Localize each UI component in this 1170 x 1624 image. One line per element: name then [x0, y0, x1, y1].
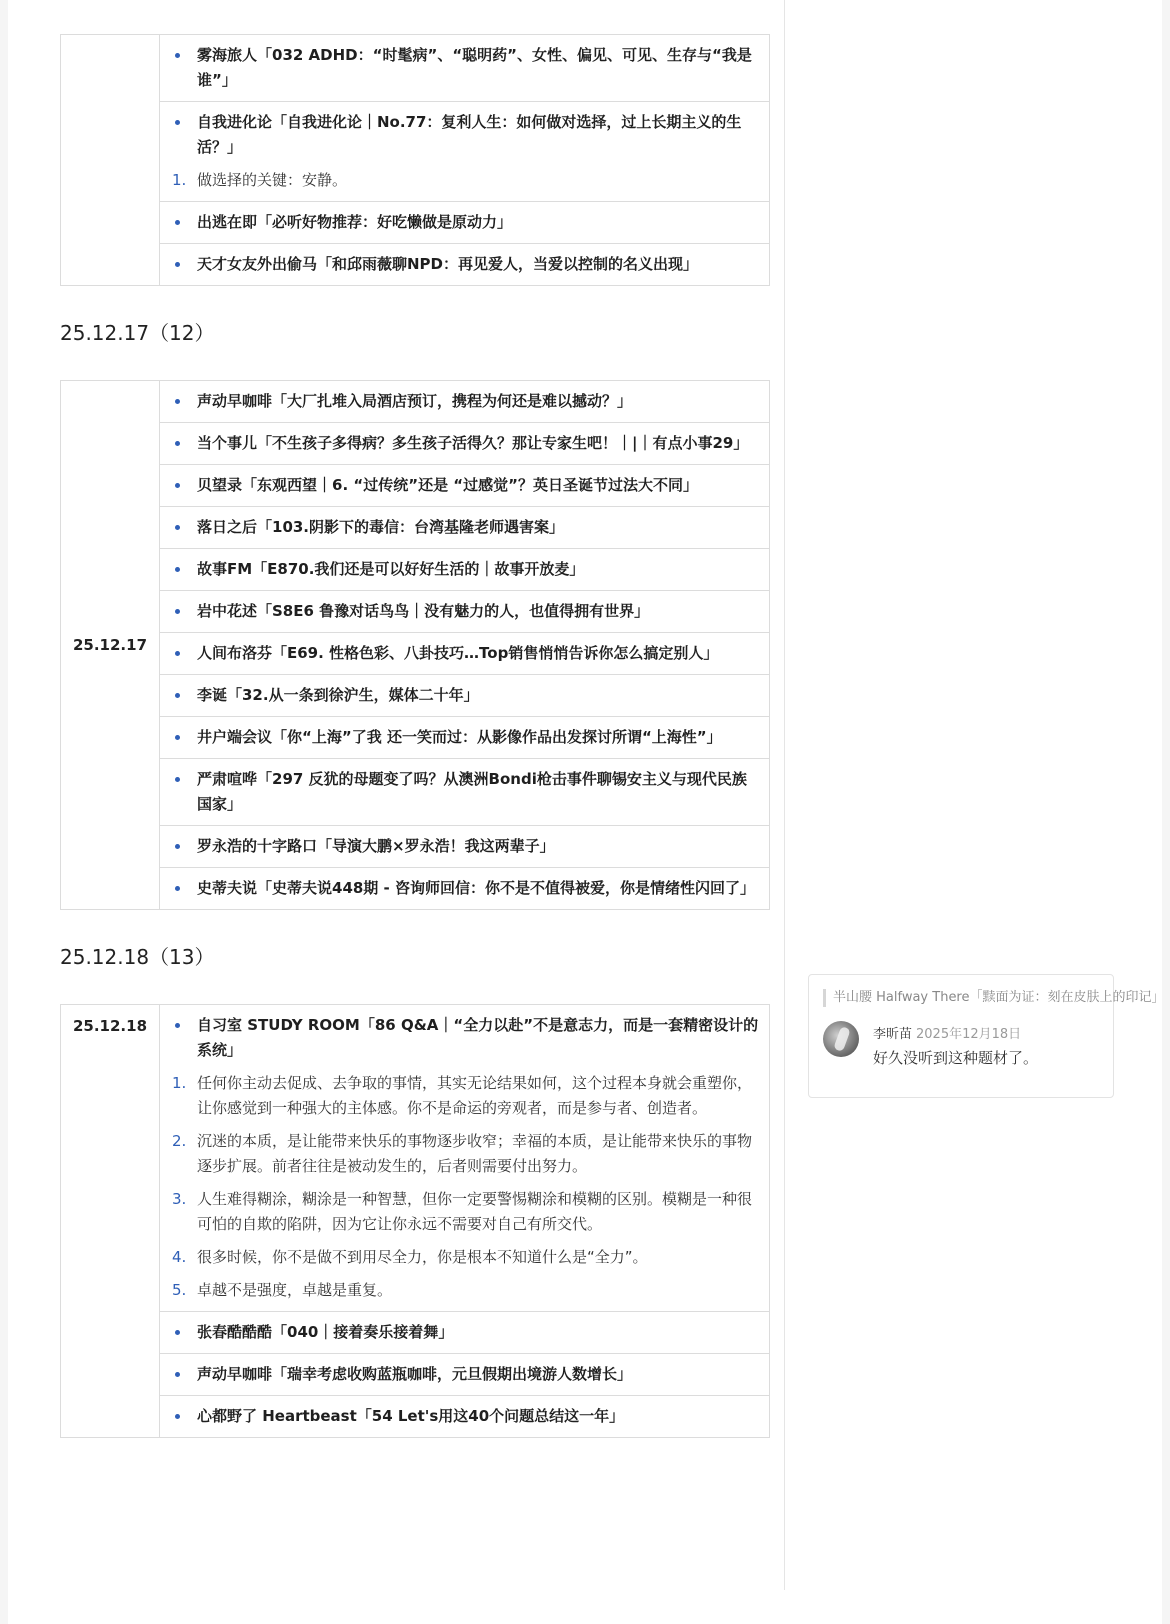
comment-card[interactable] [808, 974, 1165, 1098]
entry-cell [160, 1396, 770, 1438]
entry-cell [160, 381, 770, 423]
content [60, 34, 770, 1438]
table-row [61, 868, 770, 910]
entry-cell [160, 202, 770, 244]
date-cell [61, 35, 160, 286]
day-heading: 25.12.17（12） [60, 321, 215, 345]
episode-title[interactable]: 故事FM「E870.我们还是可以好好生活的｜故事开放麦」 [172, 557, 759, 582]
avatar[interactable] [823, 1021, 859, 1057]
episode-title[interactable]: 自我进化论「自我进化论｜No.77：复利人生：如何做对选择，过上长期主义的生活？」 [172, 110, 759, 160]
table-row [61, 633, 770, 675]
table-row [61, 1396, 770, 1438]
entry-cell [160, 1354, 770, 1396]
episode-title[interactable]: 自习室 STUDY ROOM「86 Q&A｜“全力以赴”不是意志力，而是一套精密设计的系统」 [172, 1013, 759, 1063]
note-text: 任何你主动去促成、去争取的事情，其实无论结果如何，这个过程本身就会重塑你，让你感觉到一种强大的主体感。你不是命运的旁观者，而是参与者、创造者。 [197, 1074, 753, 1117]
episode-title[interactable]: 出逃在即「必听好物推荐：好吃懒做是原动力」 [172, 210, 759, 235]
episode-title[interactable]: 史蒂夫说「史蒂夫说448期 - 咨询师回信：你不是不值得被爱，你是情绪性闪回了」 [172, 876, 759, 901]
episode-title[interactable]: 贝望录「东观西望｜6. “过传统”还是 “过感觉”？英日圣诞节过法大不同」 [172, 473, 759, 498]
main-column [8, 0, 785, 1590]
table-row [61, 381, 770, 423]
table-row [61, 202, 770, 244]
episode-title[interactable]: 岩中花述「S8E6 鲁豫对话鸟鸟｜没有魅力的人，也值得拥有世界」 [172, 599, 759, 624]
note-number: 5. [172, 1281, 187, 1299]
note-number: 3. [172, 1190, 187, 1208]
day-heading: 25.12.18（13） [60, 945, 215, 969]
entry-cell [160, 244, 770, 286]
date-cell: 25.12.17 [61, 381, 160, 910]
entry-cell [160, 507, 770, 549]
note-item [172, 1187, 759, 1237]
day-table-prev [60, 34, 770, 286]
episode-title[interactable]: 井户端会议「你“上海”了我 还一笑而过：从影像作品出发探讨所谓“上海性”」 [172, 725, 759, 750]
episode-title[interactable]: 声动早咖啡「瑞幸考虑收购蓝瓶咖啡，元旦假期出境游人数增长」 [172, 1362, 759, 1387]
table-row [61, 1005, 770, 1312]
note-number: 4. [172, 1248, 187, 1266]
episode-title[interactable]: 当个事儿「不生孩子多得病？多生孩子活得久？那让专家生吧！｜|｜有点小事29」 [172, 431, 759, 456]
note-number: 2. [172, 1132, 187, 1150]
note-item [172, 1278, 759, 1303]
entry-cell [160, 1312, 770, 1354]
comment-date: 2025年12月18日 [916, 1027, 1022, 1042]
note-text: 卓越不是强度，卓越是重复。 [197, 1281, 393, 1299]
entry-cell [160, 423, 770, 465]
note-text: 沉迷的本质，是让能带来快乐的事物逐步收窄；幸福的本质，是让能带来快乐的事物逐步扩展。前者往往是被动发生的，后者则需要付出努力。 [197, 1132, 753, 1175]
note-text: 人生难得糊涂，糊涂是一种智慧，但你一定要警惕糊涂和模糊的区别。模糊是一种很可怕的自欺的陷阱，因为它让你永远不需要对自己有所交代。 [197, 1190, 753, 1233]
table-row [61, 549, 770, 591]
entry-cell [160, 675, 770, 717]
comment-quote[interactable]: 半山腰 Halfway There「黩面为证：刻在皮肤上的印记」 [823, 989, 1099, 1007]
note-text: 做选择的关键：安静。 [197, 171, 348, 189]
table-row [61, 675, 770, 717]
note-text: 很多时候，你不是做不到用尽全力，你是根本不知道什么是“全力”。 [197, 1248, 648, 1266]
note-number: 1. [172, 1074, 187, 1092]
note-item [172, 1129, 759, 1179]
episode-title[interactable]: 声动早咖啡「大厂扎堆入局酒店预订，携程为何还是难以撼动？」 [172, 389, 759, 414]
table-row [61, 244, 770, 286]
table-row [61, 423, 770, 465]
note-item [172, 1071, 759, 1121]
comment-meta [873, 1023, 1021, 1042]
table-row [61, 1354, 770, 1396]
table-row [61, 826, 770, 868]
episode-title[interactable]: 李诞「32.从一条到徐沪生，媒体二十年」 [172, 683, 759, 708]
entry-cell [160, 102, 770, 202]
episode-title[interactable]: 心都野了 Heartbeast「54 Let's用这40个问题总结这一年」 [172, 1404, 759, 1429]
entry-cell [160, 633, 770, 675]
note-item [172, 1245, 759, 1270]
episode-title[interactable]: 张春酷酷酷「040｜接着奏乐接着舞」 [172, 1320, 759, 1345]
note-item [172, 168, 759, 193]
table-row [61, 102, 770, 202]
entry-cell [160, 35, 770, 102]
episode-title[interactable]: 严肃喧哗「297 反犹的母题变了吗？从澳洲Bondi枪击事件聊锡安主义与现代民族国家」 [172, 767, 759, 817]
note-number: 1. [172, 171, 187, 189]
episode-title[interactable]: 人间布洛芬「E69. 性格色彩、八卦技巧…Top销售悄悄告诉你怎么搞定别人」 [172, 641, 759, 666]
episode-title[interactable]: 天才女友外出偷马「和邱雨薇聊NPD：再见爱人，当爱以控制的名义出现」 [172, 252, 759, 277]
table-row [61, 717, 770, 759]
page [8, 0, 1165, 1624]
table-row [61, 465, 770, 507]
comment-text: 好久没听到这种题材了。 [873, 1049, 1039, 1067]
entry-cell [160, 549, 770, 591]
entry-cell [160, 591, 770, 633]
entry-cell [160, 465, 770, 507]
episode-title[interactable]: 罗永浩的十字路口「导演大鹏×罗永浩！我这两辈子」 [172, 834, 759, 859]
table-row [61, 759, 770, 826]
entry-cell [160, 826, 770, 868]
table-row [61, 507, 770, 549]
entry-cell [160, 1005, 770, 1312]
date-cell: 25.12.18 [61, 1005, 160, 1438]
entry-cell [160, 868, 770, 910]
table-row [61, 35, 770, 102]
entry-cell [160, 717, 770, 759]
day-table-25-12-17 [60, 380, 770, 910]
entry-cell [160, 759, 770, 826]
episode-title[interactable]: 落日之后「103.阴影下的毒信：台湾基隆老师遇害案」 [172, 515, 759, 540]
episode-title[interactable]: 雾海旅人「032 ADHD：“时髦病”、“聪明药”、女性、偏见、可见、生存与“我是谁”」 [172, 43, 759, 93]
comment-author[interactable]: 李昕苗 [873, 1027, 913, 1042]
table-row [61, 591, 770, 633]
day-table-25-12-18 [60, 1004, 770, 1438]
table-row [61, 1312, 770, 1354]
